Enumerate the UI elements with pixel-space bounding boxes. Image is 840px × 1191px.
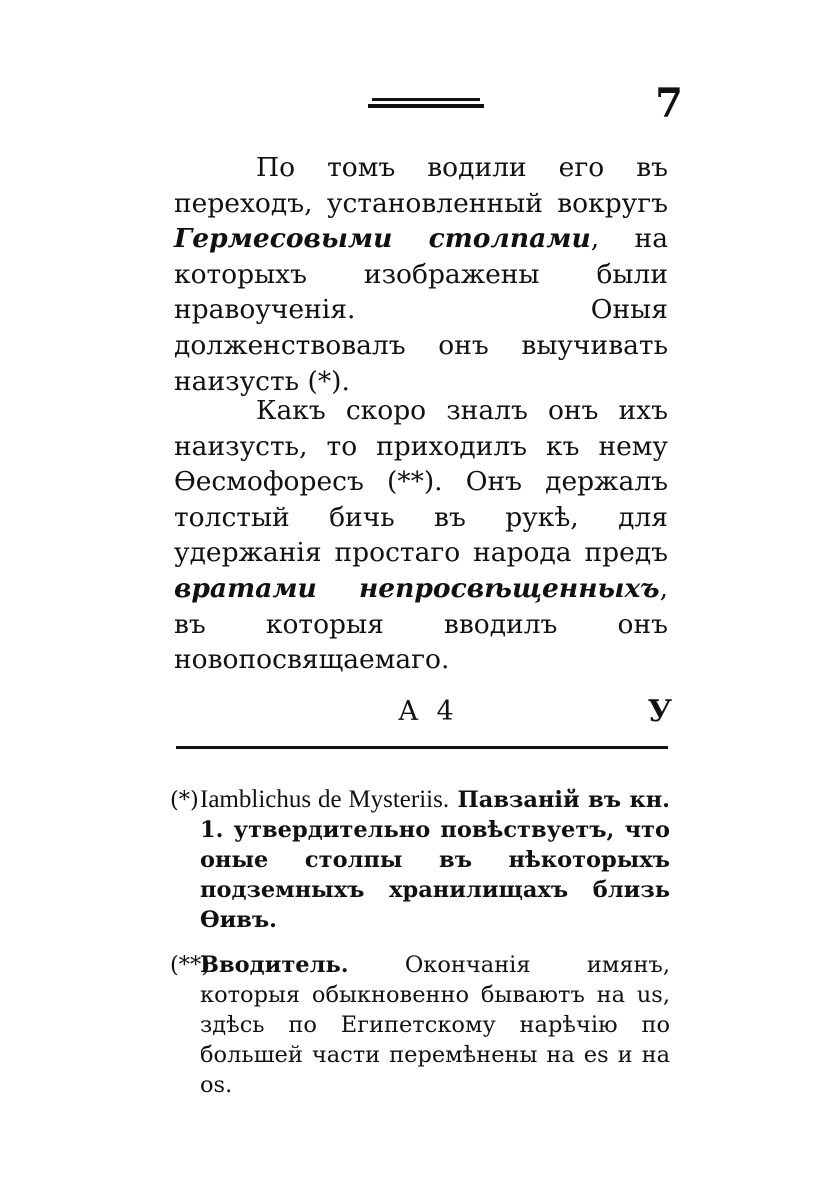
paragraph-2-emphasis: вратами непросвѣщенныхъ [174, 572, 660, 604]
footnote-1-text: Павзаній въ кн. 1. утвердительно повѣствуетъ, что оные столпы въ нѣкоторыхъ подземныхъ хранилищахъ близь Ѳивъ. [200, 787, 670, 933]
page-number: 7 [655, 80, 683, 127]
paragraph-2-text-start: Какъ скоро зналъ онъ ихъ наизусть, то приходилъ къ нему Ѳесмофоресъ (**). Онъ держалъ толстый бичь въ рукѣ, для удержанія простаго народа предъ [174, 395, 668, 569]
paragraph-1-emphasis: Гермесовыми столпами [174, 223, 591, 255]
paragraph-1-text-start: По томъ водили его въ переходъ, установленный вокругъ [174, 152, 668, 219]
paragraph-1 [174, 150, 668, 399]
footnote-divider [176, 746, 668, 749]
footnote-2 [170, 950, 670, 1100]
footnote-1-mark: (*) [170, 787, 199, 813]
footnote-1-latin-citation: Iamblichus de Mysteriis. [200, 786, 450, 813]
signature-mark [398, 694, 454, 730]
footnote-2-mark: (**) [170, 952, 211, 978]
paragraph-2-text-end: , въ которыя вводилъ онъ новопосвящаемаго. [174, 572, 668, 676]
signature-letter: А [398, 696, 419, 727]
header-double-rule [368, 98, 484, 109]
footnote-1 [170, 785, 670, 935]
footnote-2-lead: Вводитель. [200, 952, 349, 978]
paragraph-2 [174, 393, 668, 678]
paragraph-1-text-end: , на которыхъ изображены были нравоученія. Оныя долженствовалъ онъ выучивать наизусть (*). [174, 223, 668, 397]
catchword: У [647, 694, 672, 729]
footnote-2-text: Окончанія имянъ, которыя обыкновенно бываютъ на us, здѣсь по Египетскому нарѣчію по большей части перемѣнены на es и на os. [200, 952, 670, 1098]
signature-number: 4 [436, 696, 454, 727]
